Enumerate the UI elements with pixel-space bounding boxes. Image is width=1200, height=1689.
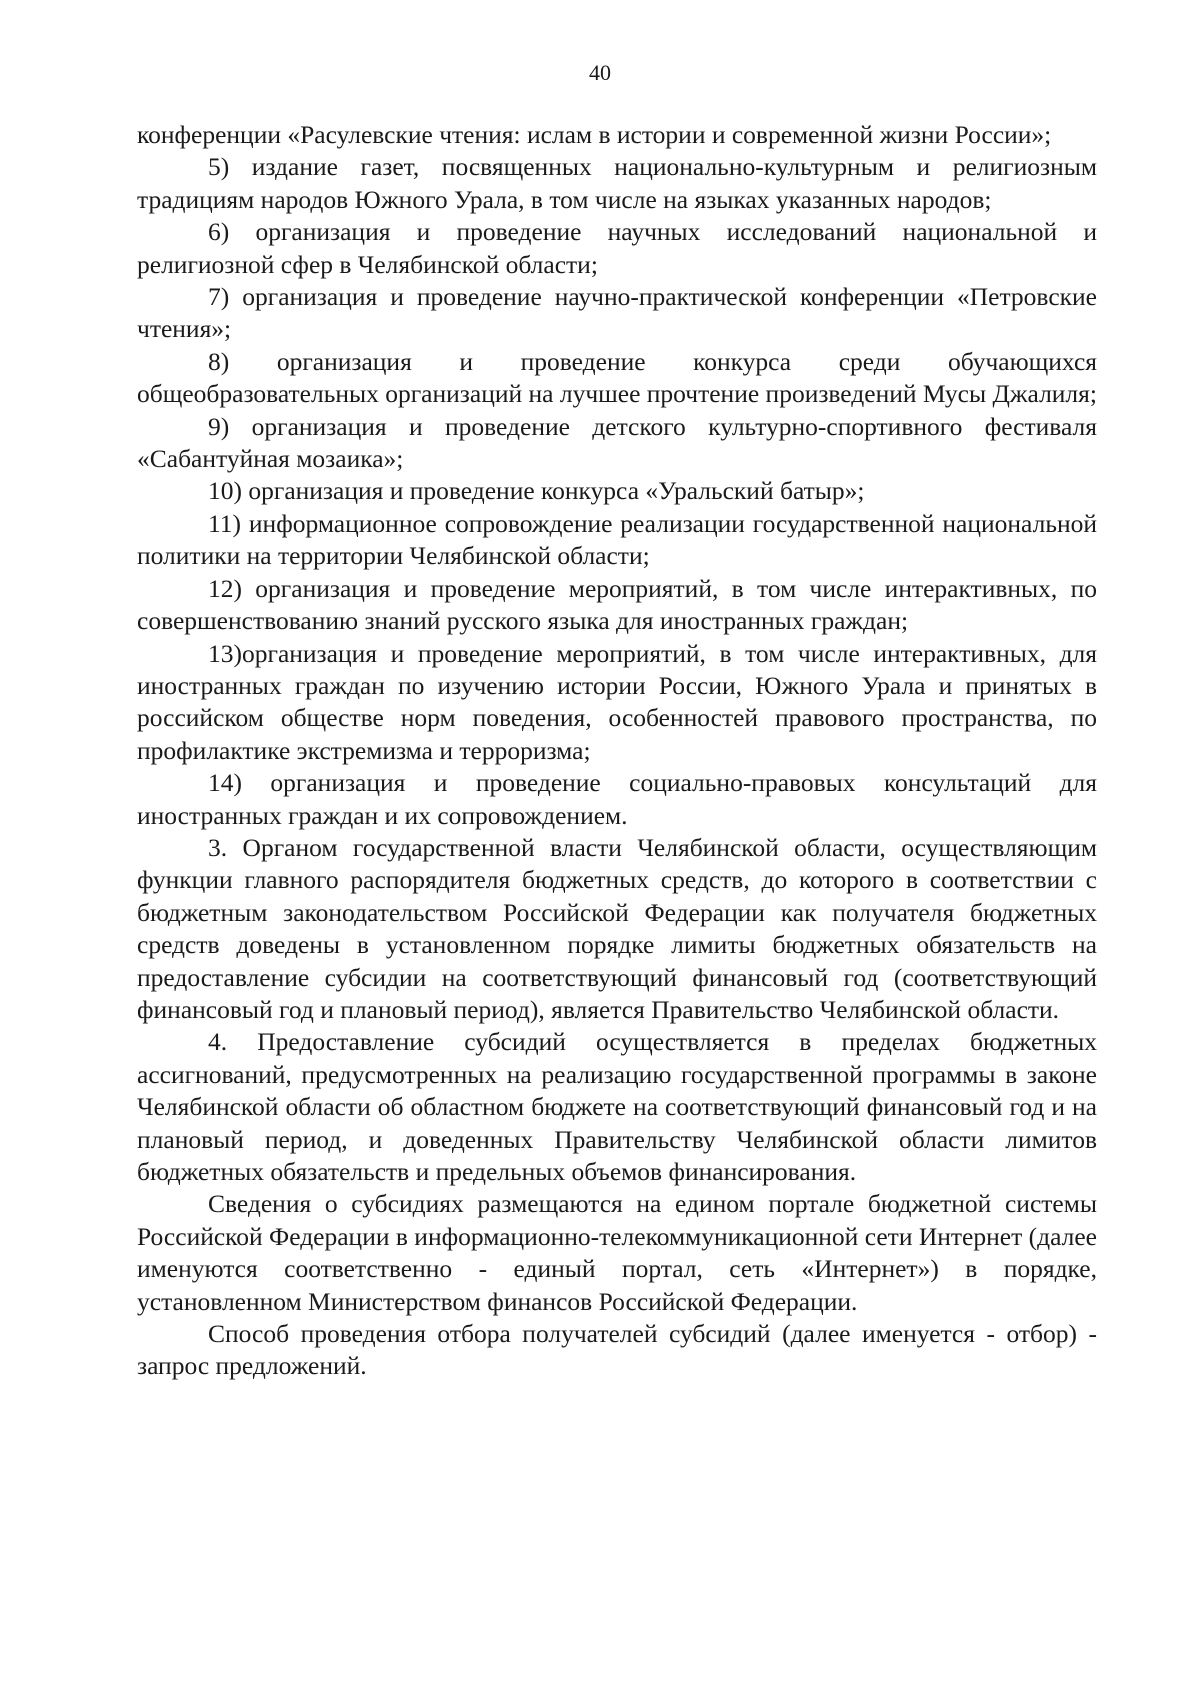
- subsidy-info-paragraph: Сведения о субсидиях размещаются на едином портале бюджетной системы Российской Федерации в информационно-телекоммуникационной сети Интернет (далее именуются соответственно - единый портал, сеть «Интернет») в порядке, установленном Министерством финансов Российской Федерации.: [137, 1189, 1097, 1316]
- selection-method-paragraph: Способ проведения отбора получателей субсидий (далее именуется - отбор) - запрос предложений.: [137, 1319, 1097, 1381]
- list-item-13: 13)организация и проведение мероприятий, в том числе интерактивных, для иностранных граждан по изучению истории России, Южного Урала и принятых в российском обществе норм поведения, особенностей правового пространства, по профилактике экстремизма и терроризма;: [137, 638, 1097, 765]
- list-item-9: 9) организация и проведение детского культурно-спортивного фестиваля «Сабантуйная мозаика»;: [137, 411, 1097, 474]
- page-number: 40: [589, 60, 611, 85]
- list-item-7: 7) организация и проведение научно-практической конференции «Петровские чтения»;: [137, 282, 1097, 344]
- document-body: [137, 119, 1097, 1383]
- section-4-paragraph: 4. Предоставление субсидий осуществляется в пределах бюджетных ассигнований, предусмотренных на реализацию государственной программы в законе Челябинской области об областном бюджете на соответствующий финансовый год и на плановый период, и доведенных Правительству Челябинской области лимитов бюджетных обязательств и предельных объемов финансирования.: [137, 1027, 1097, 1186]
- paragraph-continuation: конференции «Расулевские чтения: ислам в истории и современной жизни России»;: [137, 120, 1052, 149]
- list-item-14: 14) организация и проведение социально-правовых консультаций для иностранных граждан и их сопровождением.: [137, 768, 1097, 830]
- list-item-6: 6) организация и проведение научных исследований национальной и религиозной сфер в Челябинской области;: [137, 217, 1097, 279]
- section-3-paragraph: 3. Органом государственной власти Челябинской области, осуществляющим функции главного распорядителя бюджетных средств, до которого в соответствии с бюджетным законодательством Российской Федерации как получателя бюджетных средств доведены в установленном порядке лимиты бюджетных обязательств на предоставление субсидии на соответствующий финансовый год (соответствующий финансовый год и плановый период), является Правительство Челябинской области.: [137, 832, 1097, 1024]
- list-item-8: 8) организация и проведение конкурса среди обучающихся общеобразовательных организаций на лучшее прочтение произведений Мусы Джалиля;: [137, 346, 1097, 409]
- list-item-10: 10) организация и проведение конкурса «Уральский батыр»;: [208, 476, 865, 506]
- list-item-12: 12) организация и проведение мероприятий, в том числе интерактивных, по совершенствованию знаний русского языка для иностранных граждан;: [137, 573, 1097, 636]
- list-item-5: 5) издание газет, посвященных национально-культурным и религиозным традициям народов Южного Урала, в том числе на языках указанных народов;: [137, 152, 1097, 214]
- list-item-11: 11) информационное сопровождение реализации государственной национальной политики на территории Челябинской области;: [137, 508, 1097, 571]
